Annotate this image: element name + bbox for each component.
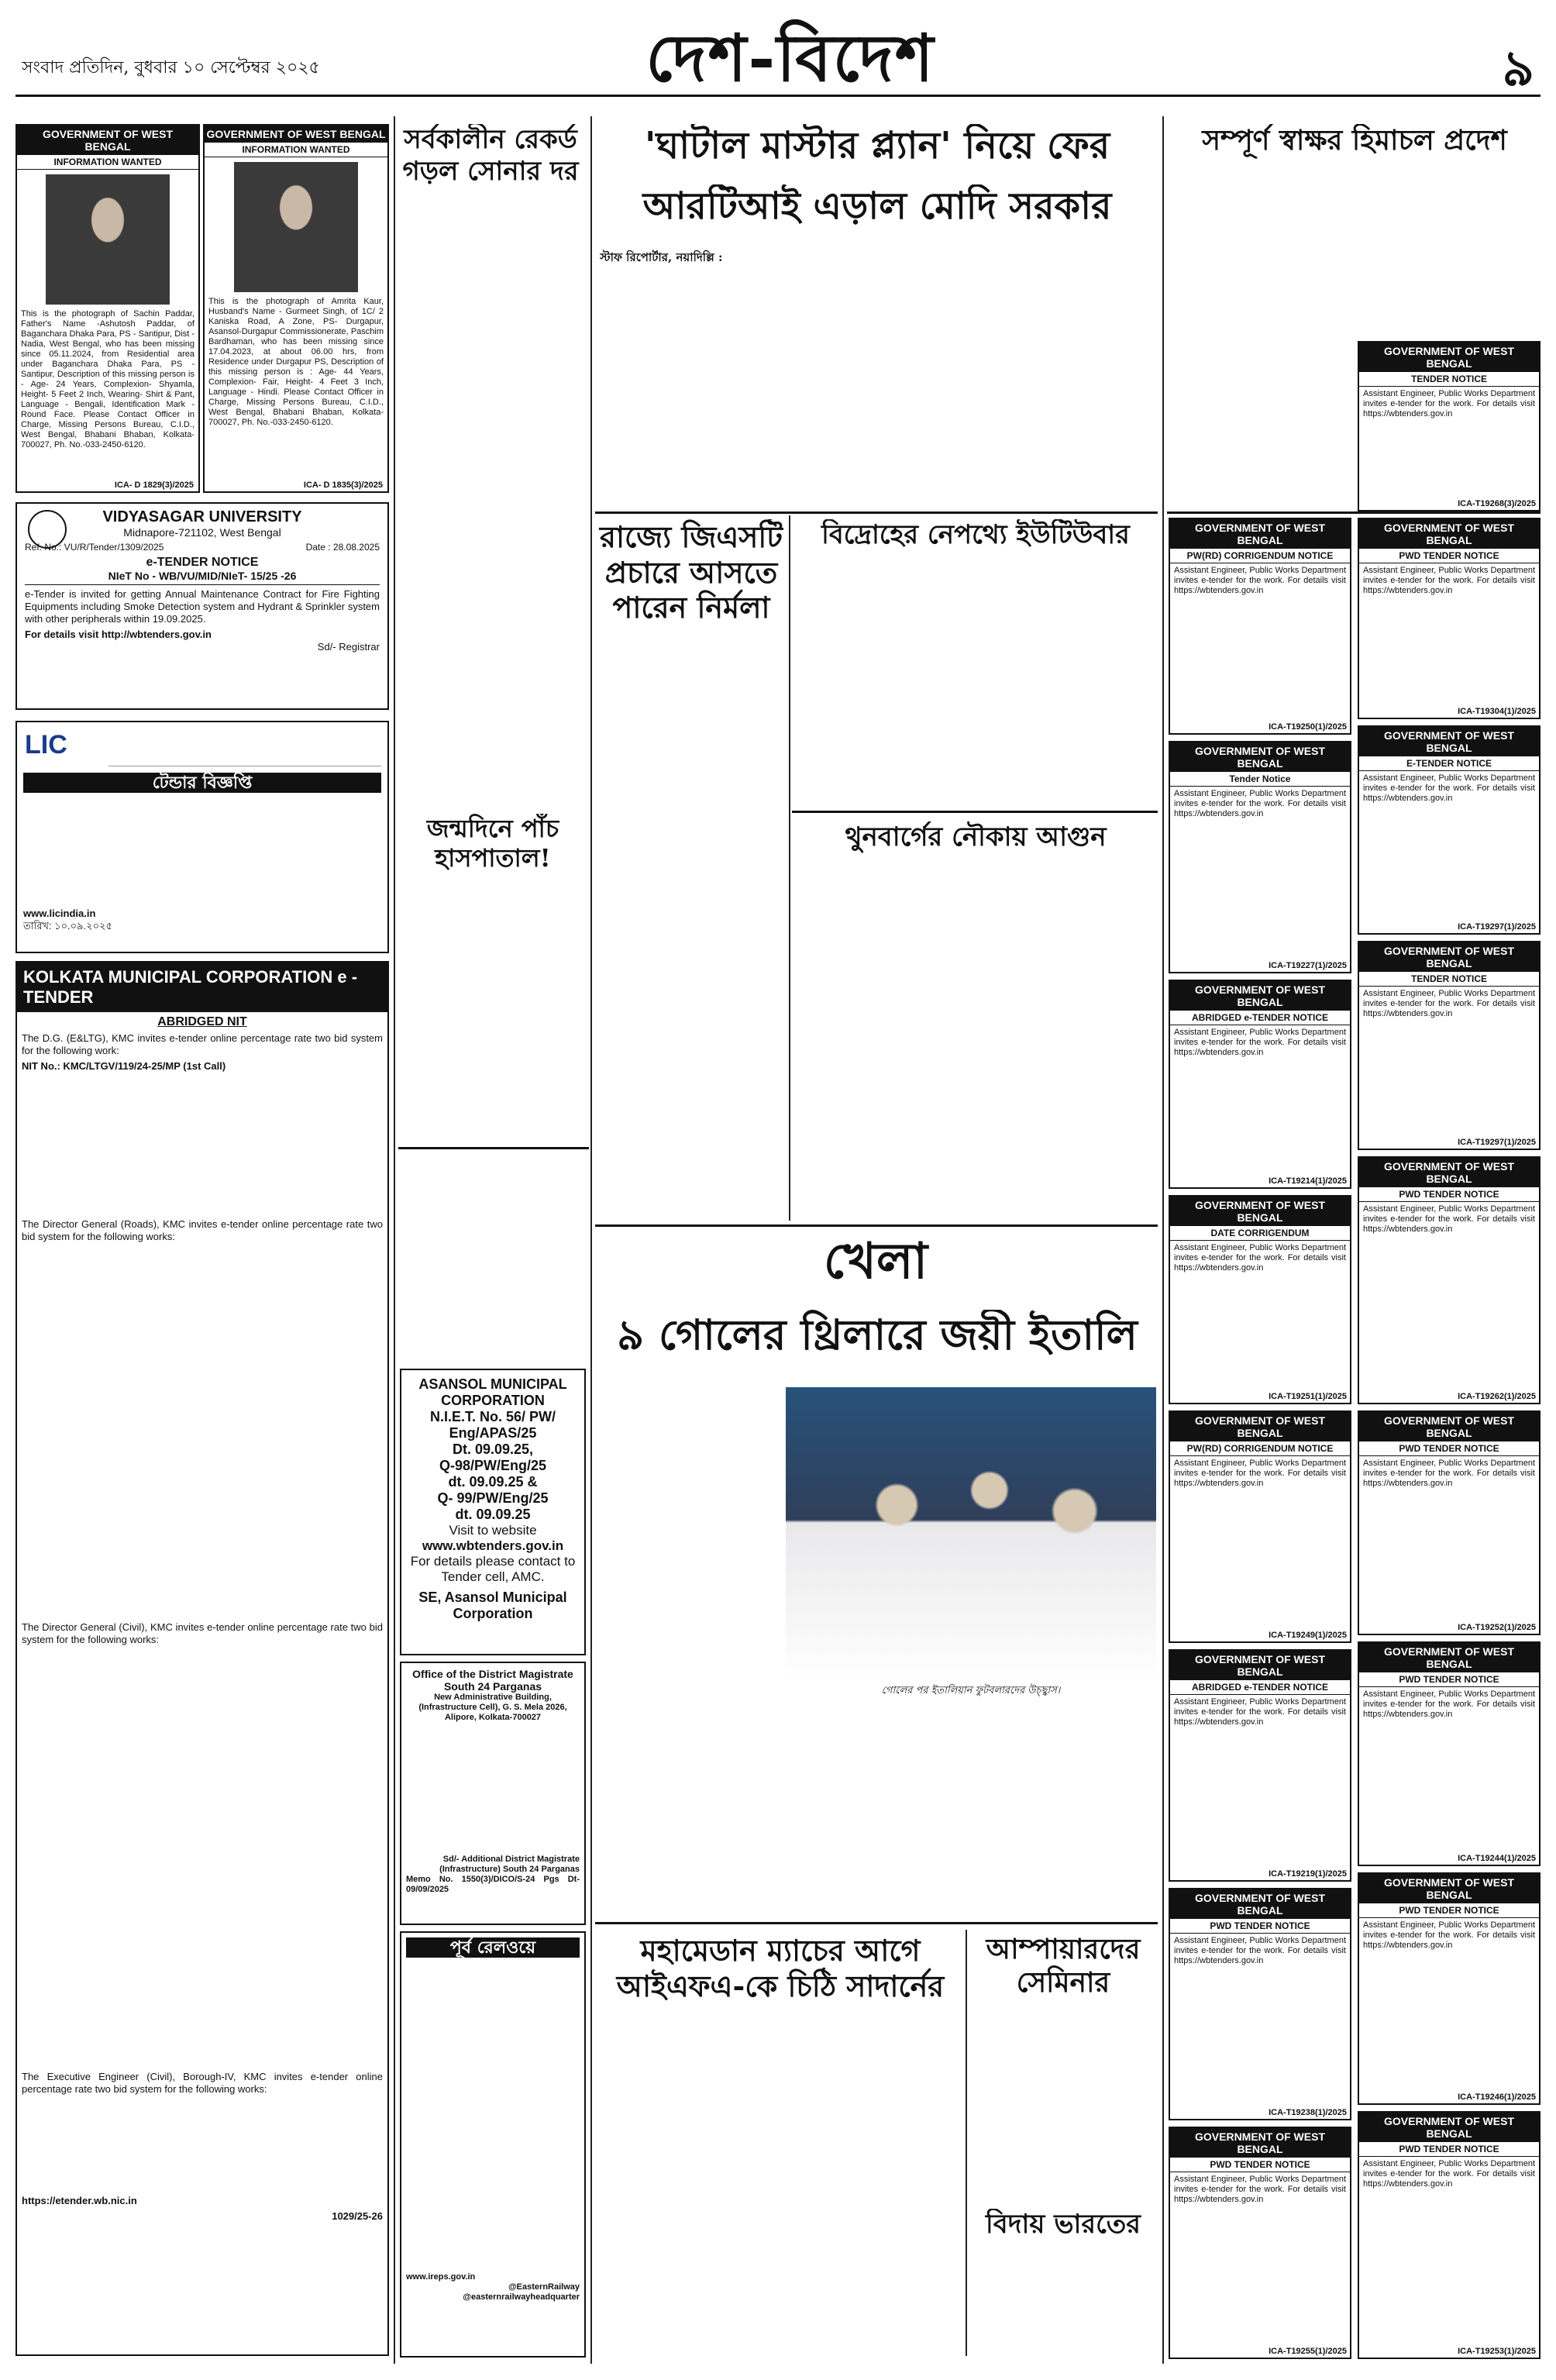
italy-article-bottom xyxy=(600,1713,1156,1914)
notice-body: Assistant Engineer, Public Works Department invites e-tender for the work. For details visit https://wbtenders.gov.in xyxy=(1174,1243,1346,1273)
gst-article xyxy=(600,659,784,1217)
missing-person-photo xyxy=(234,162,358,292)
umpires-headline: আম্পায়ারদের সেমিনার xyxy=(986,1933,1141,1999)
gov-header: GOVERNMENT OF WEST BENGAL xyxy=(1359,942,1539,972)
notice-ica: ICA-T19268(3)/2025 xyxy=(1458,499,1536,508)
asansol-line-3: Dt. 09.09.25, xyxy=(452,1441,534,1457)
gold-headline: সর্বকালীন রেকর্ড গড়ল সোনার দর xyxy=(402,124,579,187)
notice-body: Assistant Engineer, Public Works Department invites e-tender for the work. For details visit https://wbtenders.gov.in xyxy=(1174,1697,1346,1727)
notice-title: PWD TENDER NOTICE xyxy=(1359,1187,1539,1202)
far-notice-8 xyxy=(1358,1872,1541,2105)
ref-date: Date : 28.08.2025 xyxy=(305,542,380,553)
kmc-ref: 1029/25-26 xyxy=(332,2210,383,2222)
notice-title: TENDER NOTICE xyxy=(1359,972,1539,987)
ica-code: ICA- D 1835(3)/2025 xyxy=(303,480,383,490)
italy-headline: ৯ গোলের থ্রিলারে জয়ী ইতালি xyxy=(617,1310,1138,1359)
right-notice-4 xyxy=(1169,1195,1351,1404)
gov-header: GOVERNMENT OF WEST BENGAL xyxy=(1359,1874,1539,1903)
asansol-line-5: dt. 09.09.25 & xyxy=(448,1474,538,1490)
far-notice-3 xyxy=(1358,725,1541,935)
kmc-website[interactable]: https://etender.wb.nic.in xyxy=(22,2195,137,2206)
eastern-railway-body xyxy=(406,1962,580,2272)
university-logo xyxy=(28,510,67,549)
tender-body: e-Tender is invited for getting Annual Maintenance Contract for Fire Fighting Equipments including Smoke Detection system and Hydrant & Sprinkler system with other peripherals within 19.09.2025. xyxy=(25,588,380,625)
notice-ica: ICA-T19251(1)/2025 xyxy=(1269,1392,1347,1401)
notice-ica: ICA-T19297(1)/2025 xyxy=(1458,922,1536,932)
notice-body: Assistant Engineer, Public Works Department invites e-tender for the work. For details visit https://wbtenders.gov.in xyxy=(1174,1028,1346,1057)
info-wanted-label: INFORMATION WANTED xyxy=(17,155,198,170)
notice-ica: ICA-T19250(1)/2025 xyxy=(1269,722,1347,732)
kmc-filler-2 xyxy=(22,1246,383,1618)
west-bengal-notice xyxy=(401,1155,584,1356)
kmc-filler-4 xyxy=(22,2099,383,2192)
kmc-para-3: The Director General (Roads), KMC invites e-tender online percentage rate two bid system for the following works: xyxy=(22,1218,383,1242)
asansol-tender xyxy=(400,1369,586,1655)
masthead-date: সংবাদ প্রতিদিন, বুধবার ১০ সেপ্টেম্বর ২০২৫ xyxy=(22,58,320,77)
notice-title: PWD TENDER NOTICE xyxy=(1170,1919,1350,1934)
right-notice-8 xyxy=(1169,2127,1351,2359)
col-divider-1 xyxy=(394,116,395,2364)
notice-title: PWD TENDER NOTICE xyxy=(1359,1441,1539,1456)
dm-title: Office of the District Magistrate South 24 Parganas xyxy=(412,1668,573,1693)
kmc-filler-1 xyxy=(22,1076,383,1215)
gov-header: GOVERNMENT OF WEST BENGAL xyxy=(1170,981,1350,1011)
masthead-rule xyxy=(15,95,1541,97)
bharat-headline: বিদায় ভারতের xyxy=(985,2209,1141,2240)
kmc-para-2: NIT No.: KMC/LTGV/119/24-25/MP (1st Call) xyxy=(22,1060,226,1072)
far-notice-5 xyxy=(1358,1156,1541,1404)
notice-title: PW(RD) CORRIGENDUM NOTICE xyxy=(1170,1441,1350,1456)
notice-body: Assistant Engineer, Public Works Department invites e-tender for the work. For details visit https://wbtenders.gov.in xyxy=(1363,1459,1535,1488)
sports-mid-rule xyxy=(595,1922,1158,1924)
notice-title: PWD TENDER NOTICE xyxy=(1170,2158,1350,2172)
notice-title: ABRIDGED e-TENDER NOTICE xyxy=(1170,1011,1350,1025)
lead-bottom-rule xyxy=(595,511,1158,514)
sports-section-bar: খেলা xyxy=(823,1232,928,1290)
notice-body: Assistant Engineer, Public Works Department invites e-tender for the work. For details visit https://wbtenders.gov.in xyxy=(1363,2159,1535,2189)
lead-headline-line-1: 'ঘাটাল মাস্টার প্ল্যান' নিয়ে ফের xyxy=(644,124,1110,167)
notice-body: Assistant Engineer, Public Works Department invites e-tender for the work. For details visit https://wbtenders.gov.in xyxy=(1174,2175,1346,2204)
lead-headline-line-2: আরটিআই এড়াল মোদি সরকার xyxy=(642,184,1112,228)
eastern-railway-tender xyxy=(400,1931,586,2358)
notice-body: Assistant Engineer, Public Works Department invites e-tender for the work. For details visit https://wbtenders.gov.in xyxy=(1174,789,1346,818)
himachal-headline: সম্পূর্ণ স্বাক্ষর হিমাচল প্রদেশ xyxy=(1202,124,1507,157)
kmc-body xyxy=(17,1032,387,2223)
notice-title: PWD TENDER NOTICE xyxy=(1359,1903,1539,1918)
gov-header: GOVERNMENT OF WEST BENGAL xyxy=(1170,1889,1350,1919)
gov-header: GOVERNMENT OF WEST BENGAL xyxy=(1359,2113,1539,2142)
mohammedan-headline: মহামেডান ম্যাচের আগে আইএফএ-কে চিঠি সাদার্নের xyxy=(616,1933,945,2003)
lic-address xyxy=(108,727,381,766)
himachal-rule xyxy=(1167,511,1541,514)
gov-header: GOVERNMENT OF WEST BENGAL xyxy=(1359,519,1539,549)
gov-header: GOVERNMENT OF WEST BENGAL xyxy=(1359,1158,1539,1187)
gold-article xyxy=(401,240,584,806)
twitter-handle[interactable]: @EasternRailway xyxy=(508,2282,580,2292)
notice-title: PWD TENDER NOTICE xyxy=(1359,549,1539,563)
right-notice-3 xyxy=(1169,980,1351,1189)
italy-team-photo xyxy=(786,1387,1156,1682)
kmc-etender xyxy=(15,961,389,2356)
right-notice-2 xyxy=(1169,741,1351,973)
sports-top-rule xyxy=(595,1224,1158,1227)
gov-header: GOVERNMENT OF WEST BENGAL xyxy=(1170,1412,1350,1441)
kmc-filler-3 xyxy=(22,1649,383,2068)
fire-headline: থুনবার্গের নৌকায় আগুন xyxy=(845,821,1107,852)
notice-ica: ICA-T19238(1)/2025 xyxy=(1269,2108,1347,2117)
notice-body: Assistant Engineer, Public Works Department invites e-tender for the work. For details visit https://wbtenders.gov.in xyxy=(1363,773,1535,803)
dm-office-notice xyxy=(400,1662,586,1925)
lead-article xyxy=(600,268,1156,501)
notice-ica: ICA-T19262(1)/2025 xyxy=(1458,1392,1536,1401)
lic-website[interactable]: www.licindia.in xyxy=(23,908,96,920)
far-notice-6 xyxy=(1358,1410,1541,1635)
col-divider-2 xyxy=(590,116,592,2364)
gov-header: GOVERNMENT OF WEST BENGAL xyxy=(1170,519,1350,549)
ica-code: ICA- D 1829(3)/2025 xyxy=(114,480,194,490)
notice-body: Assistant Engineer, Public Works Department invites e-tender for the work. For details visit https://wbtenders.gov.in xyxy=(1174,1459,1346,1488)
abridged-nit-label: ABRIDGED NIT xyxy=(157,1015,247,1028)
notice-body: Assistant Engineer, Public Works Department invites e-tender for the work. For details visit https://wbtenders.gov.in xyxy=(1363,566,1535,595)
asansol-line-8: Visit to website xyxy=(449,1523,537,1538)
notice-body: This is the photograph of Sachin Paddar, Father's Name -Ashutosh Paddar, of Baganchara Dhaka Para, PS - Santipur, Dist - Nadia, West Bengal, who has been missing since 05.11.2024, from Residential area under Baganchara Dhaka Para, PS - Santipur, Description of this missing person is - Age- 24 Years, Complexion- Shyamla, Height- 5 Feet 2 Inch, Wearing- Shirt & Pant, Language - Bengali, Identification Mark - Round Face. Please Contact Officer in Charge, Missing Persons Bureau, C.I.D., West Bengal, Bhabani Bhaban, Kolkata-700027, Ph. No.-033-2450-6120. xyxy=(21,309,194,449)
col-divider-3 xyxy=(1162,116,1164,2364)
notice-ica: ICA-T19246(1)/2025 xyxy=(1458,2092,1536,2102)
notice-ica: ICA-T19253(1)/2025 xyxy=(1458,2347,1536,2356)
notice-body: Assistant Engineer, Public Works Department invites e-tender for the work. For details visit https://wbtenders.gov.in xyxy=(1363,389,1535,418)
kmc-header-bar: KOLKATA MUNICIPAL CORPORATION e - TENDER xyxy=(17,963,387,1012)
notice-ica: ICA-T19304(1)/2025 xyxy=(1458,707,1536,716)
lic-logo: LIC xyxy=(25,730,67,759)
birthday-article xyxy=(401,914,584,1139)
asansol-line-7: dt. 09.09.25 xyxy=(455,1507,531,1522)
eastern-railway-title: পূর্ব রেলওয়ে xyxy=(406,1937,580,1958)
dm-sign: Sd/- Additional District Magistrate (Infrastructure) South 24 Parganas xyxy=(439,1855,580,1874)
right-notice-5 xyxy=(1169,1410,1351,1643)
kmc-para-4: The Director General (Civil), KMC invites e-tender online percentage rate two bid system for the following works: xyxy=(22,1621,383,1645)
tender-details-link[interactable]: For details visit http://wbtenders.gov.in xyxy=(25,629,212,640)
notice-ica: ICA-T19249(1)/2025 xyxy=(1269,1631,1347,1640)
gov-header: GOVERNMENT OF WEST BENGAL xyxy=(1359,1643,1539,1672)
university-address: Midnapore-721102, West Bengal xyxy=(123,526,281,539)
notice-ica: ICA-T19252(1)/2025 xyxy=(1458,1623,1536,1632)
umpires-article xyxy=(972,2015,1156,2201)
gov-header: GOVERNMENT OF WEST BENGAL xyxy=(1170,1651,1350,1680)
info-wanted-label: INFORMATION WANTED xyxy=(205,143,387,157)
tender-title: e-TENDER NOTICE xyxy=(146,556,259,569)
notice-title: TENDER NOTICE xyxy=(1359,372,1539,387)
asansol-line-4: Q-98/PW/Eng/25 xyxy=(439,1458,547,1473)
asansol-sign: SE, Asansol Municipal Corporation xyxy=(418,1590,567,1621)
col2-rule xyxy=(398,1147,589,1149)
asansol-line-6: Q- 99/PW/Eng/25 xyxy=(437,1490,549,1506)
italy-article-left xyxy=(600,1387,778,1713)
notice-title: PWD TENDER NOTICE xyxy=(1359,1672,1539,1687)
gov-header: GOVERNMENT OF WEST BENGAL xyxy=(205,126,387,143)
notice-body: Assistant Engineer, Public Works Department invites e-tender for the work. For details visit https://wbtenders.gov.in xyxy=(1363,989,1535,1018)
gst-headline: রাজ্যে জিএসটি প্রচারে আসতে পারেন নির্মলা xyxy=(600,519,783,625)
notice-body: Assistant Engineer, Public Works Department invites e-tender for the work. For details visit https://wbtenders.gov.in xyxy=(1174,1936,1346,1965)
far-notice-1 xyxy=(1358,341,1541,511)
missing-person-notice-1 xyxy=(15,124,200,493)
gov-header: GOVERNMENT OF WEST BENGAL xyxy=(1170,742,1350,772)
right-notice-1 xyxy=(1169,518,1351,735)
gov-header: GOVERNMENT OF WEST BENGAL xyxy=(17,126,198,155)
gov-header: GOVERNMENT OF WEST BENGAL xyxy=(1359,1412,1539,1441)
notice-ica: ICA-T19227(1)/2025 xyxy=(1269,961,1347,970)
gst-divider xyxy=(789,515,790,1221)
right-notice-7 xyxy=(1169,1888,1351,2120)
far-notice-2 xyxy=(1358,518,1541,719)
notice-body: This is the photograph of Amrita Kaur, Husband's Name - Gurmeet Singh, of 1C/ 2 Kaniska Road, A Zone, PS- Durgapur, Asansol-Durgapur Commissionerate, Paschim Bardhaman, who has been missing since 17.04.2023, at about 06.00 hrs, from Residence under Durgapur PS, Description of this missing person is : Age- 44 Years, Complexion- Fair, Height- 4 Feet 3 Inch, Language - Hindi. Please Contact Officer in Charge, Missing Persons Bureau, C.I.D., West Bengal, Bhabani Bhaban, Kolkata-700027, Ph. No.-033-2450-6120. xyxy=(208,297,384,427)
facebook-handle[interactable]: @easternrailwayheadquarter xyxy=(463,2292,580,2303)
italy-photo-caption: গোলের পর ইতালিয়ান ফুটবলারদের উচ্ছ্বাস। xyxy=(881,1685,1061,1696)
birthday-headline: জন্মদিনে পাঁচ হাসপাতাল! xyxy=(426,814,559,873)
notice-body: Assistant Engineer, Public Works Department invites e-tender for the work. For details visit https://wbtenders.gov.in xyxy=(1363,1689,1535,1719)
ref-number: Ref. No.: VU/R/Tender/1309/2025 xyxy=(25,542,164,553)
notice-body: Assistant Engineer, Public Works Department invites e-tender for the work. For details visit https://wbtenders.gov.in xyxy=(1363,1204,1535,1234)
right-notice-6 xyxy=(1169,1649,1351,1882)
gov-header: GOVERNMENT OF WEST BENGAL xyxy=(1170,1197,1350,1226)
notice-body: Assistant Engineer, Public Works Department invites e-tender for the work. For details visit https://wbtenders.gov.in xyxy=(1363,1920,1535,1950)
vidyasagar-tender xyxy=(15,502,389,710)
asansol-website[interactable]: www.wbtenders.gov.in xyxy=(422,1538,564,1553)
registrar-sign: Sd/- Registrar xyxy=(317,641,380,653)
asansol-line-2: N.I.E.T. No. 56/ PW/ Eng/APAS/25 xyxy=(429,1409,556,1441)
notice-ica: ICA-T19297(1)/2025 xyxy=(1458,1138,1536,1147)
youtube-article xyxy=(795,570,1156,803)
section-title: দেশ-বিদেশ xyxy=(645,19,935,93)
gov-header: GOVERNMENT OF WEST BENGAL xyxy=(1359,727,1539,756)
youtube-headline: বিদ্রোহের নেপথ্যে ইউটিউবার xyxy=(821,519,1130,550)
lic-tender-body xyxy=(23,799,381,908)
kmc-para-1: The D.G. (E&LTG), KMC invites e-tender online percentage rate two bid system for the following work: xyxy=(22,1032,383,1056)
lead-byline: স্টাফ রিপোর্টার, নয়াদিল্লি : xyxy=(600,250,723,264)
notice-ica: ICA-T19219(1)/2025 xyxy=(1269,1869,1347,1879)
lic-tender-title: টেন্ডার বিজ্ঞপ্তি xyxy=(23,773,381,793)
page-number: ৯ xyxy=(1502,40,1534,93)
ref-row xyxy=(25,542,380,553)
notice-title: E-TENDER NOTICE xyxy=(1359,756,1539,771)
missing-person-notice-2 xyxy=(203,124,389,493)
notice-title: Tender Notice xyxy=(1170,772,1350,787)
fire-article xyxy=(795,873,1156,1217)
gov-header: GOVERNMENT OF WEST BENGAL xyxy=(1170,2128,1350,2158)
umpire-divider xyxy=(966,1930,967,2356)
notice-title: PWD TENDER NOTICE xyxy=(1359,2142,1539,2157)
far-notice-7 xyxy=(1358,1641,1541,1866)
notice-body: Assistant Engineer, Public Works Department invites e-tender for the work. For details visit https://wbtenders.gov.in xyxy=(1174,566,1346,595)
dm-memo: Memo No. 1550(3)/DICO/S-24 Pgs Dt-09/09/2025 xyxy=(406,1875,580,1894)
youtube-rule xyxy=(792,811,1158,813)
notice-title: DATE CORRIGENDUM xyxy=(1170,1226,1350,1241)
kmc-para-5: The Executive Engineer (Civil), Borough-IV, KMC invites e-tender online percentage rate two bid system for the following works: xyxy=(22,2071,383,2095)
dm-body xyxy=(406,1723,580,1855)
notice-ica: ICA-T19244(1)/2025 xyxy=(1458,1854,1536,1863)
far-notice-4 xyxy=(1358,941,1541,1150)
asansol-line-1: ASANSOL MUNICIPAL CORPORATION xyxy=(418,1376,567,1408)
missing-person-photo xyxy=(46,174,170,305)
lic-date: তারিখ: ১০.০৯.২০২৫ xyxy=(23,920,112,932)
notice-title: PW(RD) CORRIGENDUM NOTICE xyxy=(1170,549,1350,563)
gov-header: GOVERNMENT OF WEST BENGAL xyxy=(1359,343,1539,372)
notice-title: ABRIDGED e-TENDER NOTICE xyxy=(1170,1680,1350,1695)
niet-number: NIeT No - WB/VU/MID/NIeT- 15/25 -26 xyxy=(25,570,380,585)
notice-ica: ICA-T19255(1)/2025 xyxy=(1269,2347,1347,2356)
lic-tender xyxy=(15,721,389,953)
far-notice-9 xyxy=(1358,2111,1541,2359)
asansol-line-10: For details please contact to Tender cell, AMC. xyxy=(410,1554,576,1584)
notice-ica: ICA-T19214(1)/2025 xyxy=(1269,1176,1347,1186)
ireps-link[interactable]: www.ireps.gov.in xyxy=(406,2272,476,2282)
university-name: VIDYASAGAR UNIVERSITY xyxy=(102,508,302,525)
bharat-article xyxy=(972,2257,1156,2356)
dm-address: New Administrative Building, (Infrastructure Cell), G. S. Mela 2026, Alipore, Kolkata-700027 xyxy=(418,1693,567,1722)
mohammedan-article xyxy=(600,2055,961,2356)
